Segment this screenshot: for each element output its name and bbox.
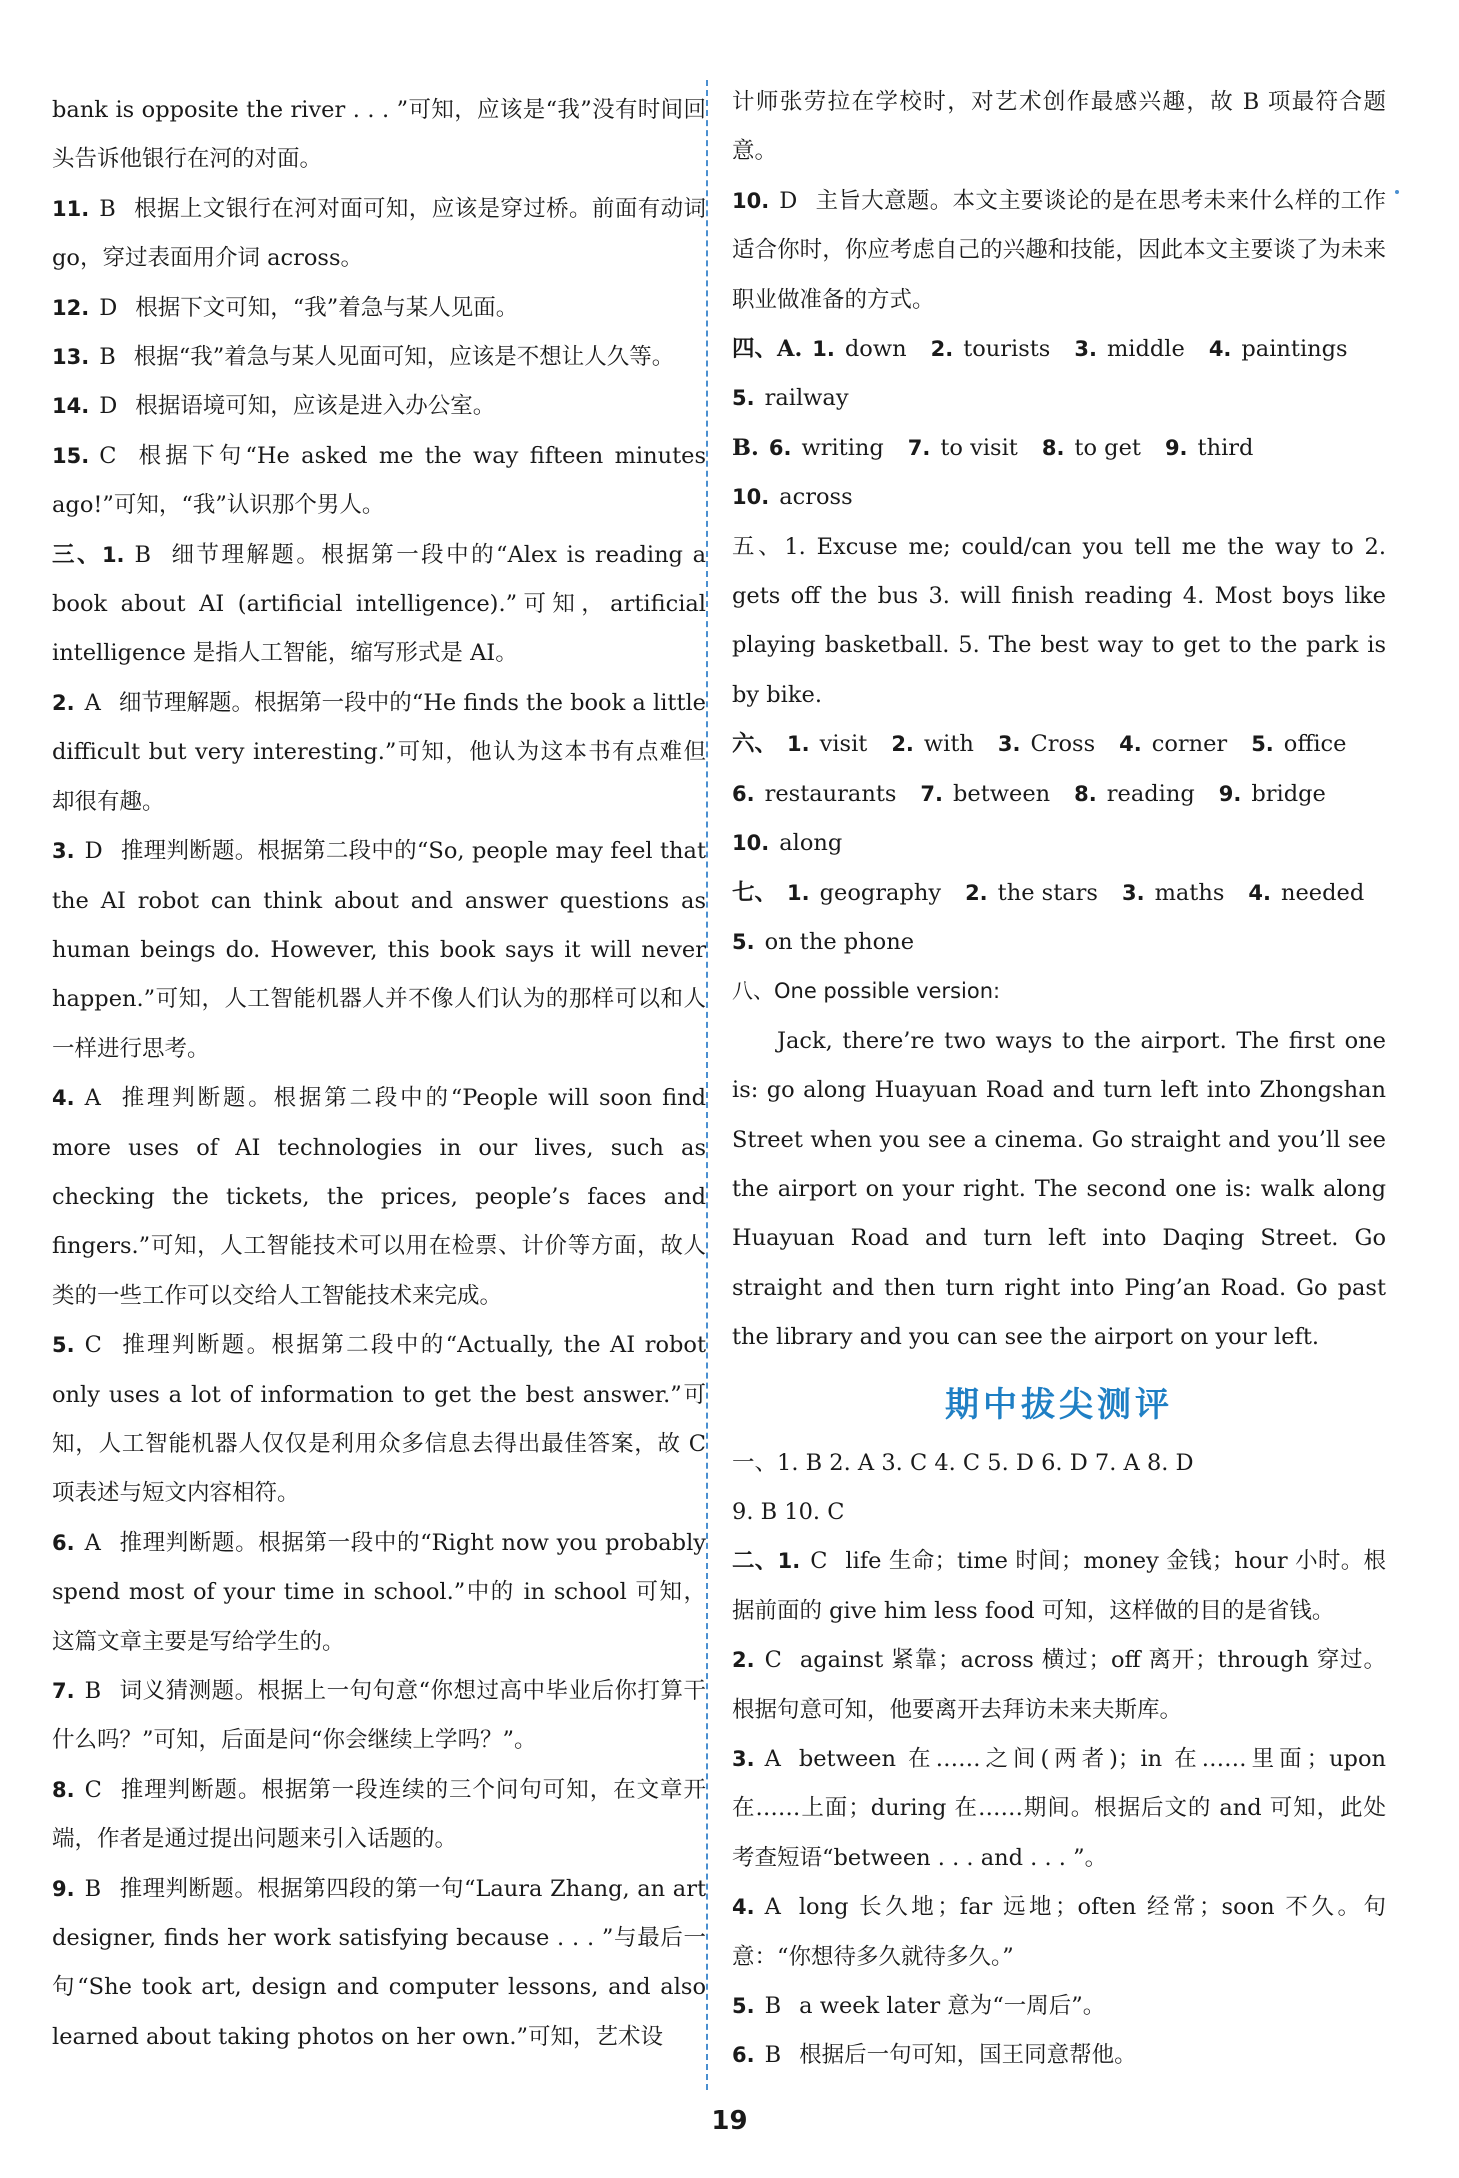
answer-item	[52, 1667, 706, 1766]
explanation-text: a week later 意为“一周后”。	[799, 1993, 1106, 2020]
question-number: 6.	[732, 2043, 755, 2068]
fill-answer	[1219, 770, 1326, 819]
answer-word: reading	[1106, 780, 1195, 807]
answer-word: on the phone	[764, 928, 915, 955]
answer-letter: B	[99, 344, 116, 371]
question-number: 10.	[732, 831, 770, 856]
fill-answers-row	[732, 325, 1386, 374]
question-number: 4.	[732, 1895, 755, 1920]
answer-letter: D	[99, 393, 118, 420]
fill-answers-row	[732, 869, 1386, 918]
answer-item	[52, 1321, 706, 1519]
answer-letter: B	[99, 195, 116, 222]
answer-item	[52, 382, 706, 431]
section-label: 二、	[732, 1548, 778, 1575]
answer-item	[732, 1636, 1386, 1735]
fill-answers-row	[732, 720, 1386, 769]
answer-letter: A	[84, 689, 101, 716]
answer-word: maths	[1154, 879, 1225, 906]
question-number: 3.	[732, 1747, 755, 1771]
answer-word: restaurants	[764, 780, 897, 807]
fill-answer	[1209, 325, 1348, 374]
explanation-text: 根据上文银行在河对面可知，应该是穿过桥。前面有动词 go，穿过表面用介词 across。	[52, 195, 706, 272]
question-number: 7.	[907, 435, 931, 460]
explanation-text: 细节理解题。根据第一段中的“He finds the book a little difficult but very interesting.”可知，他认为这本书有点难但却很有趣。	[52, 689, 706, 815]
question-number: 2.	[52, 690, 75, 715]
answer-letter: C	[810, 1548, 828, 1575]
answer-item	[52, 1074, 706, 1321]
question-number: 1.	[101, 542, 125, 567]
question-number: 2.	[965, 880, 988, 905]
fill-answer	[732, 918, 914, 967]
answer-letter: B	[84, 1875, 102, 1902]
question-number: 5.	[732, 1994, 755, 2019]
fill-answers-row	[732, 918, 1386, 967]
answer-word: along	[779, 830, 843, 857]
answer-letter: C	[84, 1332, 102, 1359]
question-number: 11.	[52, 196, 90, 221]
answer-word: needed	[1281, 879, 1365, 906]
answer-word: geography	[819, 879, 942, 906]
answer-item	[732, 1735, 1386, 1883]
answer-word: between	[953, 780, 1051, 807]
answer-word: to visit	[940, 434, 1018, 461]
answer-letter: B	[134, 541, 152, 568]
explanation-text: 根据“我”着急与某人见面可知，应该是不想让人久等。	[133, 344, 675, 371]
answer-word: corner	[1151, 731, 1228, 758]
fill-answer	[931, 325, 1051, 374]
decorative-dot	[1395, 190, 1399, 194]
answer-letter: B	[84, 1678, 102, 1704]
question-number: 1.	[777, 1549, 801, 1574]
answer-letter: A	[84, 1085, 101, 1112]
question-number: 3.	[52, 839, 75, 864]
answer-word: tourists	[963, 336, 1051, 363]
question-number: 15.	[52, 443, 90, 468]
question-number: 13.	[52, 345, 90, 370]
question-number: 9.	[1218, 781, 1242, 806]
answer-item	[52, 1766, 706, 1865]
answer-word: the stars	[997, 879, 1098, 906]
fill-answers-row	[732, 424, 1386, 473]
fill-answers-row	[732, 473, 1386, 522]
answer-letter: A	[764, 1746, 781, 1772]
answer-word: Cross	[1030, 731, 1096, 758]
answer-word: to get	[1074, 434, 1141, 461]
explanation-text: 细节理解题。根据第一段中的“Alex is reading a book about AI (artificial intelligence).”可知，artificial intelligence 是指人工智能，缩写形式是 AI。	[52, 541, 706, 667]
fill-answer	[1122, 869, 1224, 918]
fill-answers-row	[732, 374, 1386, 423]
question-number: 10.	[732, 485, 770, 510]
question-number: 2.	[930, 337, 954, 362]
mc-answers-line-2: 9. B 10. C	[732, 1498, 845, 1525]
answer-letter: C	[99, 442, 117, 469]
answer-item	[52, 284, 706, 333]
question-number: 1.	[812, 337, 835, 362]
question-number: 14.	[52, 394, 90, 419]
answer-word: writing	[801, 434, 884, 461]
answer-item	[732, 1537, 1386, 1636]
answer-word: paintings	[1241, 336, 1348, 363]
explanation-text: 根据下句“He asked me the way fifteen minutes ago!”可知，“我”认识那个男人。	[52, 442, 706, 519]
fill-answer	[732, 770, 896, 819]
fill-answer	[920, 770, 1050, 819]
answer-item	[52, 86, 706, 185]
explanation-text: 推理判断题。根据第一段连续的三个问句可知，在文章开端，作者是通过提出问题来引入话题的。	[52, 1776, 706, 1853]
question-number: 12.	[52, 295, 90, 320]
answer-item	[52, 531, 706, 679]
question-number: 4.	[1208, 337, 1232, 362]
explanation-text: 词义猜测题。根据上一句句意“你想过高中毕业后你打算干什么吗？”可知，后面是问“你会继续上学吗？”。	[52, 1678, 706, 1754]
explanation-text: 推理判断题。根据第二段中的“Actually, the AI robot only uses a lot of information to get the best answer.”可知，人工智能机器人仅仅是利用众多信息去得出最佳答案，故 C 项表述与短文内容相符。	[52, 1332, 706, 1507]
explanation-text: 推理判断题。根据第一段中的“Right now you probably spend most of your time in school.”中的 in school 可知，这篇文章主要是写给学生的。	[52, 1529, 706, 1655]
question-number: 5.	[732, 929, 755, 954]
fill-answer	[732, 473, 853, 522]
question-number: 5.	[1251, 732, 1274, 757]
explanation-text: bank is opposite the river . . . ”可知，应该是“我”没有时间回头告诉他银行在河的对面。	[52, 97, 706, 173]
fill-answer	[1074, 325, 1184, 374]
question-number: 5.	[732, 386, 755, 411]
question-number: 6.	[768, 435, 792, 460]
explanation-text: 根据后一句可知，国王同意帮他。	[799, 2042, 1137, 2069]
question-number: 9.	[1164, 435, 1188, 460]
fill-answer	[1042, 424, 1141, 473]
answer-letter: A	[764, 1894, 781, 1921]
question-number: 2.	[732, 1648, 755, 1673]
explanation-text: 主旨大意题。本文主要谈论的是在思考未来什么样的工作适合你时，你应考虑自己的兴趣和技能，因此本文主要谈了为未来职业做准备的方式。	[732, 187, 1386, 313]
explanation-text: between 在……之间(两者)；in 在……里面；upon 在……上面；during 在……期间。根据后文的 and 可知，此处考查短语“between . . . and . . . ”。	[732, 1746, 1386, 1871]
answer-item	[52, 432, 706, 531]
explanation-text: 推理判断题。根据第二段中的“So, people may feel that the AI robot can think about and answer questions as human beings do. However, this book says it will never happen.”可知，人工智能机器人并不像人们认为的那样可以和人一样进行思考。	[52, 838, 706, 1062]
question-number: 8.	[1074, 781, 1097, 806]
fill-answer	[1251, 720, 1346, 769]
question-number: 9.	[52, 1876, 75, 1901]
fill-answer	[787, 869, 941, 918]
answer-letter: A	[84, 1529, 101, 1556]
fill-answer	[891, 720, 974, 769]
explanation-text: life 生命；time 时间；money 金钱；hour 小时。根据前面的 give him less food 可知，这样做的目的是省钱。	[732, 1548, 1386, 1624]
answer-item	[732, 1982, 1386, 2031]
answer-letter: D	[99, 294, 118, 321]
question-number: 7.	[920, 781, 944, 806]
question-number: 4.	[52, 1086, 75, 1111]
answer-word: bridge	[1251, 780, 1326, 807]
answer-word: middle	[1106, 336, 1185, 363]
question-number: 6.	[52, 1530, 75, 1555]
question-number: 4.	[1119, 732, 1142, 757]
explanation-text: long 长久地；far 远地；often 经常；soon 不久。句意：“你想待多久就待多久。”	[732, 1894, 1386, 1970]
question-number: 6.	[732, 781, 755, 806]
column-divider	[706, 80, 708, 2090]
essay-heading: 八、One possible version:	[732, 979, 1001, 1004]
question-number: 3.	[997, 732, 1021, 757]
section-label: 六、	[732, 731, 778, 758]
answer-word: down	[844, 336, 907, 363]
fill-answer	[965, 869, 1098, 918]
answer-item	[52, 1519, 706, 1667]
answer-letter: C	[84, 1776, 102, 1803]
fill-answer	[1165, 424, 1253, 473]
fill-answer	[998, 720, 1095, 769]
question-number: 10.	[732, 188, 770, 213]
section-label: 三、	[52, 541, 102, 568]
fill-answers-row	[732, 770, 1386, 819]
answer-word: third	[1197, 434, 1254, 461]
explanation-text: 根据下文可知，“我”着急与某人见面。	[135, 294, 519, 321]
explanation-text: 计师张劳拉在学校时，对艺术创作最感兴趣，故 B 项最符合题意。	[732, 89, 1386, 165]
fill-answer	[812, 325, 906, 374]
fill-answer	[1248, 869, 1364, 918]
mc-answers-line-1: 一、1. B 2. A 3. C 4. C 5. D 6. D 7. A 8. D	[732, 1449, 1194, 1476]
fill-answers-row	[732, 819, 1386, 868]
answer-letter: B	[764, 1993, 782, 2020]
explanation-text: against 紧靠；across 横过；off 离开；through 穿过。根据句意可知，他要离开去拜访未来夫斯库。	[732, 1647, 1386, 1723]
answer-item	[732, 1883, 1386, 1982]
answer-item	[52, 333, 706, 382]
answer-item	[52, 827, 706, 1074]
question-number: 5.	[52, 1333, 75, 1358]
essay-text: Jack, there’re two ways to the airport. The first one is: go along Huayuan Road and turn left into Zhongshan Street when you see a cinema. Go straight and you’ll see the airport on your right. The second one is: walk along Huayuan Road and turn left into Daqing Street. Go straight and then turn right into Ping’an Road. Go past the library and you can see the airport on your left.	[732, 1027, 1386, 1351]
fill-answer	[732, 374, 849, 423]
question-number: 3.	[1074, 337, 1097, 362]
section-label: 七、	[732, 879, 778, 906]
explanation-text: 推理判断题。根据第四段的第一句“Laura Zhang, an art designer, finds her work satisfying because . . . ”与最后一句“She took art, design and computer lessons, and also learned about taking photos on her own.”可知，艺术设	[52, 1875, 706, 2050]
answer-item	[52, 1865, 706, 2063]
answer-word: with	[923, 731, 974, 758]
answer-item	[732, 177, 1386, 325]
question-number: 1.	[787, 880, 810, 905]
answer-word: railway	[764, 385, 849, 412]
section-label: B.	[732, 434, 759, 461]
answer-item	[732, 2031, 1386, 2080]
answer-letter: C	[764, 1647, 782, 1674]
fill-answer	[908, 424, 1018, 473]
fill-answer	[1119, 720, 1227, 769]
explanation-text: 根据语境可知，应该是进入办公室。	[135, 393, 496, 420]
midterm-title: 期中拔尖测评	[945, 1384, 1173, 1425]
answer-letter: D	[779, 187, 798, 214]
fill-answer	[1074, 770, 1195, 819]
right-column	[732, 78, 1386, 2081]
section-5-answers: 五、1. Excuse me; could/can you tell me the way to 2. gets off the bus 3. will finish reading 4. Most boys like playing basketball. 5. The best way to get to the park is by bike.	[732, 533, 1386, 708]
question-number: 7.	[52, 1679, 75, 1703]
answer-word: visit	[819, 731, 868, 758]
explanation-text: 推理判断题。根据第二段中的“People will soon find more uses of AI technologies in our lives, such as checking the tickets, the prices, people’s faces and fingers.”可知，人工智能技术可以用在检票、计价等方面，故人类的一些工作可以交给人工智能技术来完成。	[52, 1085, 706, 1309]
answer-word: across	[779, 484, 853, 511]
question-number: 8.	[52, 1777, 75, 1802]
question-number: 1.	[787, 732, 810, 757]
fill-answer	[732, 819, 842, 868]
question-number: 8.	[1041, 435, 1065, 460]
page-number: 19	[711, 2106, 748, 2136]
section-label: 四、A.	[732, 336, 803, 363]
answer-letter: B	[764, 2042, 782, 2069]
fill-answer	[769, 424, 884, 473]
fill-answer	[787, 720, 867, 769]
question-number: 3.	[1121, 880, 1145, 905]
answer-item	[52, 185, 706, 284]
answer-word: office	[1283, 731, 1347, 758]
question-number: 4.	[1248, 880, 1271, 905]
question-number: 2.	[891, 732, 914, 757]
answer-item	[732, 78, 1386, 177]
answer-letter: D	[84, 838, 103, 865]
left-column	[52, 86, 706, 2062]
answer-item	[52, 679, 706, 827]
